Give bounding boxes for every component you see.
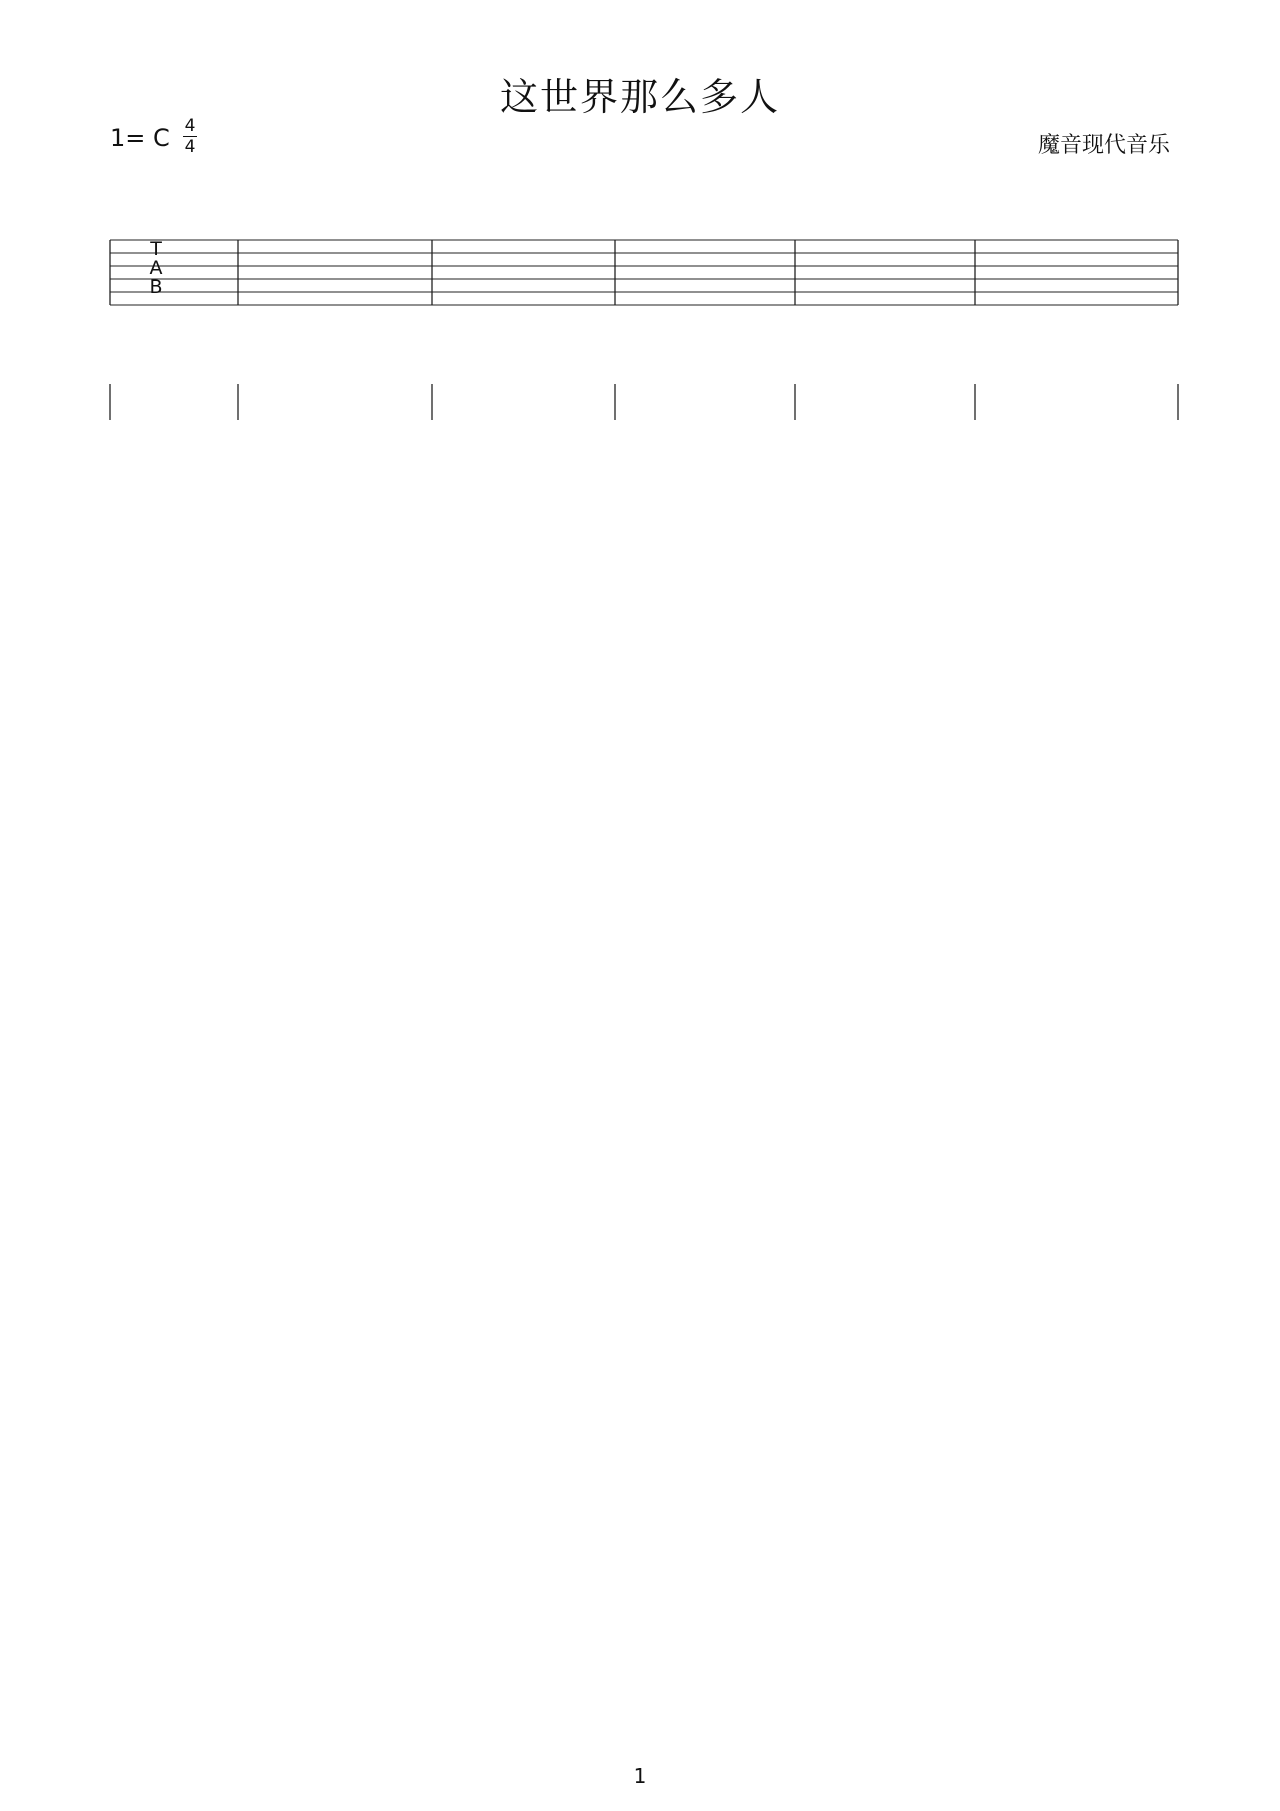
tab-clef-letter: T: [150, 238, 162, 260]
tab-clef-letter: A: [149, 257, 163, 279]
key-signature: 1= C: [110, 124, 170, 152]
tab-clef-letter: B: [149, 276, 163, 298]
meter-top: 4: [184, 116, 196, 136]
meter-bottom: 4: [184, 137, 196, 157]
song-title: 这世界那么多人: [499, 75, 780, 119]
author-credit: 魔音现代音乐: [1037, 133, 1170, 158]
page-number: 1: [633, 1764, 647, 1788]
tab-staff-system-1: [110, 238, 1178, 420]
